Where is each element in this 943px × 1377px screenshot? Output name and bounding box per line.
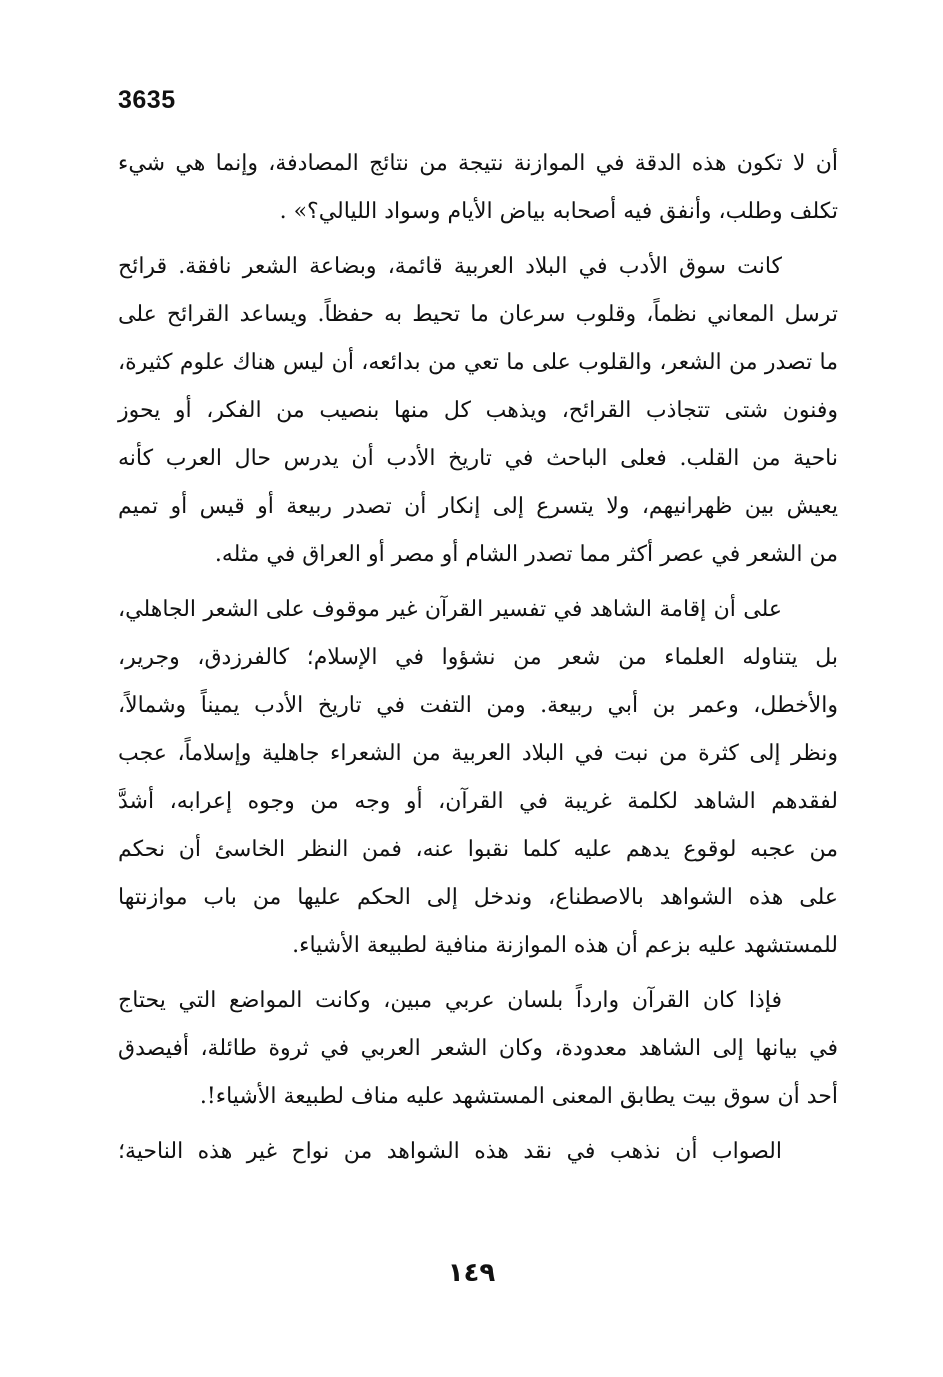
text-line: يعيش بين ظهرانيهم، ولا يتسرع إلى إنكار أن تصدر ربيعة أو قيس أو تميم xyxy=(118,494,838,519)
text-line: والأخطل، وعمر بن أبي ربيعة. ومن التفت في تاريخ الأدب يميناً وشمالاً، xyxy=(118,693,838,718)
text-line: بل يتناوله العلماء من شعر من نشؤوا في الإسلام؛ كالفرزدق، وجرير، xyxy=(118,645,838,670)
paragraph xyxy=(118,243,838,579)
page-number: ١٤٩ xyxy=(447,1258,496,1288)
page-id: 3635 xyxy=(118,86,176,114)
body-text xyxy=(118,140,838,1176)
text-line: ترسل المعاني نظماً، وقلوب سرعان ما تحيط به حفظاً. ويساعد القرائح على xyxy=(118,302,838,327)
paragraph xyxy=(118,977,838,1121)
text-line: أن لا تكون هذه الدقة في الموازنة نتيجة من نتائج المصادفة، وإنما هي شيء xyxy=(118,151,838,176)
text-line: لفقدهم الشاهد لكلمة غريبة في القرآن، أو وجه من وجوه إعرابه، أشدَّ xyxy=(118,789,838,814)
text-line: ناحية من القلب. فعلى الباحث في تاريخ الأدب أن يدرس حال العرب كأنه xyxy=(118,446,838,471)
text-line: في بيانها إلى الشاهد معدودة، وكان الشعر العربي في ثروة طائلة، أفيصدق xyxy=(118,1036,838,1061)
text-line: وفنون شتى تتجاذب القرائح، ويذهب كل منها بنصيب من الفكر، أو يحوز xyxy=(118,398,838,423)
paragraph xyxy=(118,586,838,970)
text-line: تكلف وطلب، وأنفق فيه أصحابه بياض الأيام وسواد الليالي؟» . xyxy=(279,199,838,224)
text-line: الصواب أن نذهب في نقد هذه الشواهد من نواح غير هذه الناحية؛ xyxy=(118,1139,782,1164)
text-line: من الشعر في عصر أكثر مما تصدر الشام أو مصر أو العراق في مثله. xyxy=(214,542,838,567)
text-line: أحد أن سوق بيت يطابق المعنى المستشهد عليه مناف لطبيعة الأشياء!. xyxy=(199,1084,838,1109)
text-line: ونظر إلى كثرة من نبت في البلاد العربية من الشعراء جاهلية وإسلاماً، عجب xyxy=(118,741,838,766)
text-line: على هذه الشواهد بالاصطناع، وندخل إلى الحكم عليها من باب موازنتها xyxy=(118,885,838,910)
text-line: للمستشهد عليه بزعم أن هذه الموازنة منافية لطبيعة الأشياء. xyxy=(292,933,838,958)
text-line: ما تصدر من الشعر، والقلوب على ما تعي من بدائعه، أن ليس هناك علوم كثيرة، xyxy=(118,350,838,375)
text-line: فإذا كان القرآن وارداً بلسان عربي مبين، وكانت المواضع التي يحتاج xyxy=(118,988,782,1013)
text-line: كانت سوق الأدب في البلاد العربية قائمة، وبضاعة الشعر نافقة. قرائح xyxy=(118,254,782,279)
text-line: على أن إقامة الشاهد في تفسير القرآن غير موقوف على الشعر الجاهلي، xyxy=(118,597,782,622)
paragraph xyxy=(118,140,838,236)
text-line: من عجبه لوقوع يدهم عليه كلما نقبوا عنه، فمن النظر الخاسئ أن نحكم xyxy=(118,837,838,862)
paragraph xyxy=(118,1128,838,1176)
